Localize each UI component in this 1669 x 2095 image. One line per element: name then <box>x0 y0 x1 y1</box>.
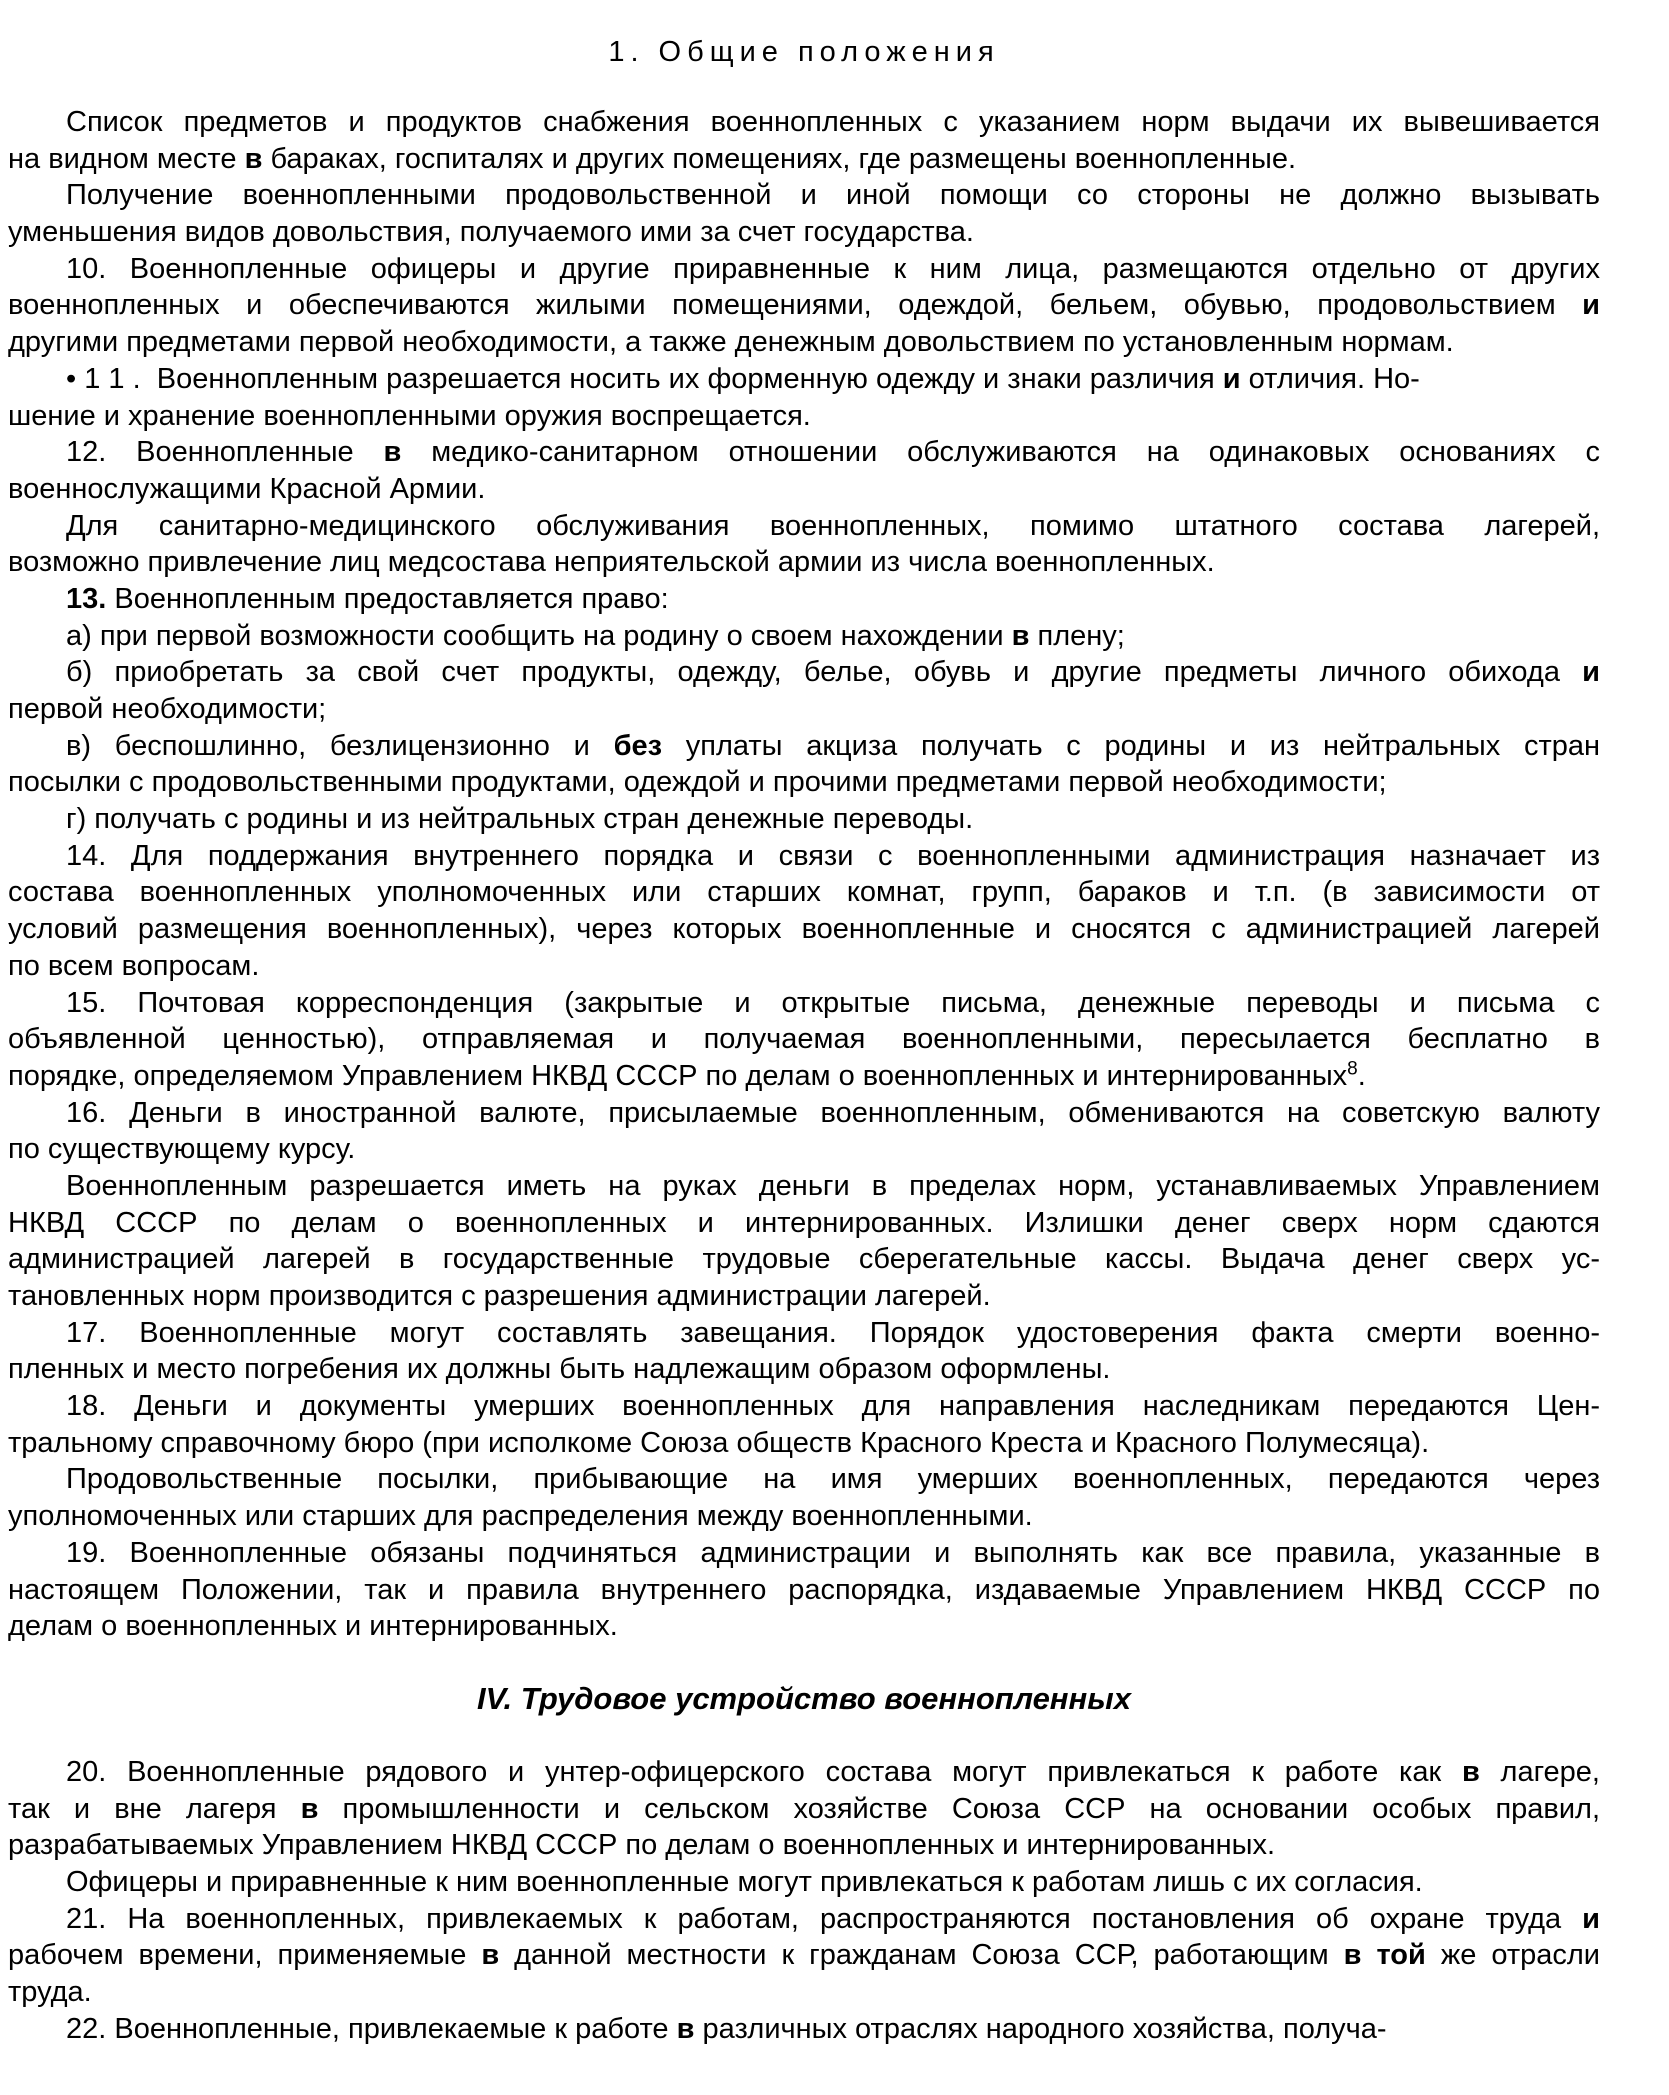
text-line: так и вне лагеря в промышленности и сельском хозяйстве Союза ССР на основании особых правил, <box>8 1792 1600 1825</box>
text-line: посылки с продовольственными продуктами, одеждой и прочими предметами первой необходимости; <box>8 766 1387 799</box>
text-line: возможно привлечение лиц медсостава неприятельской армии из числа военнопленных. <box>8 546 1215 579</box>
text-line: Для санитарно-медицинского обслуживания военнопленных, помимо штатного состава лагерей, <box>66 509 1600 542</box>
text-line: 21. На военнопленных, привлекаемых к работам, распространяются постановления об охране труда и <box>66 1902 1600 1935</box>
page-title: 1. Общие положения <box>608 36 1000 68</box>
text-line: тральному справочному бюро (при исполкоме Союза обществ Красного Креста и Красного Полумесяца). <box>8 1426 1430 1459</box>
text-line: 12. Военнопленные в медико-санитарном отношении обслуживаются на одинаковых основаниях с <box>66 436 1600 469</box>
text-line: разрабатываемых Управлением НКВД СССР по делам о военнопленных и интернированных. <box>8 1829 1276 1862</box>
text-line: военнослужащими Красной Армии. <box>8 472 486 505</box>
section-4-heading: IV. Трудовое устройство военнопленных <box>477 1680 1131 1716</box>
text-line: по существующему курсу. <box>8 1133 356 1166</box>
text-line: Список предметов и продуктов снабжения военнопленных с указанием норм выдачи их вывешивается <box>66 106 1600 138</box>
text-line: 16. Деньги в иностранной валюте, присылаемые военнопленным, обмениваются на советскую валюту <box>66 1096 1600 1129</box>
section-4-body <box>8 1754 1600 2048</box>
text-line: г) получать с родины и из нейтральных стран денежные переводы. <box>66 803 974 836</box>
text-line: условий размещения военнопленных), через которых военнопленные и сносятся с администрацией лагерей <box>8 913 1600 946</box>
text-line: порядке, определяемом Управлением НКВД СССР по делам о военнопленных и интернированных$^8$. <box>8 1058 1366 1092</box>
text-line: уполномоченных или старших для распределения между военнопленными. <box>8 1500 1033 1533</box>
text-line: Продовольственные посылки, прибывающие на имя умерших военнопленных, передаются через <box>66 1463 1600 1496</box>
text-line: 14. Для поддержания внутреннего порядка и связи с военнопленными администрация назначает из <box>66 839 1600 872</box>
text-line: 20. Военнопленные рядового и унтер-офицерского состава могут привлекаться к работе как в лагере, <box>66 1755 1600 1788</box>
text-line: шение и хранение военнопленными оружия воспрещается. <box>8 399 811 432</box>
text-line: администрацией лагерей в государственные трудовые сберегательные кассы. Выдача денег сверх ус- <box>8 1243 1600 1276</box>
text-line: в) беспошлинно, безлицензионно и без уплаты акциза получать с родины и из нейтральных стран <box>66 729 1600 762</box>
text-line: 13. Военнопленным предоставляется право: <box>66 582 669 615</box>
text-line: 17. Военнопленные могут составлять завещания. Порядок удостоверения факта смерти военно- <box>66 1316 1600 1349</box>
text-line: по всем вопросам. <box>8 949 260 982</box>
text-line: военнопленных и обеспечиваются жилыми помещениями, одеждой, бельем, обувью, продовольствием и <box>8 289 1600 322</box>
text-line: рабочем времени, применяемые в данной местности к гражданам Союза ССР, работающим в той же отрасли <box>8 1939 1600 1972</box>
text-line: • 1 1 . Военнопленным разрешается носить их форменную одежду и знаки различия и отличия. Но- <box>66 362 1420 395</box>
text-line: первой необходимости; <box>8 693 327 725</box>
text-line: другими предметами первой необходимости, а также денежным довольствием по установленным нормам. <box>8 326 1454 359</box>
text-line: Получение военнопленными продовольственной и иной помощи со стороны не должно вызывать <box>66 179 1600 212</box>
text-line: 15. Почтовая корреспонденция (закрытые и открытые письма, денежные переводы и письма с <box>66 986 1600 1019</box>
text-line: на видном месте в бараках, госпиталях и других помещениях, где размещены военнопленные. <box>8 142 1297 175</box>
text-line: 10. Военнопленные офицеры и другие приравненные к ним лица, размещаются отдельно от других <box>66 252 1600 285</box>
text-line: 22. Военнопленные, привлекаемые к работе в различных отраслях народного хозяйства, получа- <box>66 2012 1387 2045</box>
text-line: состава военнопленных уполномоченных или старших комнат, групп, бараков и т.п. (в зависимости от <box>8 876 1600 909</box>
text-line: а) при первой возможности сообщить на родину о своем нахождении в плену; <box>66 619 1125 652</box>
section-1-body <box>8 104 1600 1645</box>
text-line: б) приобретать за свой счет продукты, одежду, белье, обувь и другие предметы личного обихода и <box>66 656 1600 689</box>
text-line: тановленных норм производится с разрешения администрации лагерей. <box>8 1280 991 1312</box>
text-line: труда. <box>8 1976 92 2008</box>
text-line: пленных и место погребения их должны быть надлежащим образом оформлены. <box>8 1353 1111 1386</box>
text-line: делам о военнопленных и интернированных. <box>8 1610 618 1643</box>
text-line: объявленной ценностью), отправляемая и получаемая военнопленными, пересылается бесплатно в <box>8 1023 1600 1056</box>
text-line: 19. Военнопленные обязаны подчиняться администрации и выполнять как все правила, указанные в <box>66 1536 1600 1569</box>
text-line: Военнопленным разрешается иметь на руках деньги в пределах норм, устанавливаемых Управлением <box>66 1169 1600 1202</box>
text-line: 18. Деньги и документы умерших военнопленных для направления наследникам передаются Цен- <box>66 1390 1600 1423</box>
text-line: уменьшения видов довольствия, получаемого ими за счет государства. <box>8 216 974 249</box>
text-line: настоящем Положении, так и правила внутреннего распорядка, издаваемые Управлением НКВД СССР по <box>8 1573 1600 1606</box>
text-line: Офицеры и приравненные к ним военнопленные могут привлекаться к работам лишь с их согласия. <box>66 1865 1423 1898</box>
text-line: НКВД СССР по делам о военнопленных и интернированных. Излишки денег сверх норм сдаются <box>8 1206 1600 1239</box>
